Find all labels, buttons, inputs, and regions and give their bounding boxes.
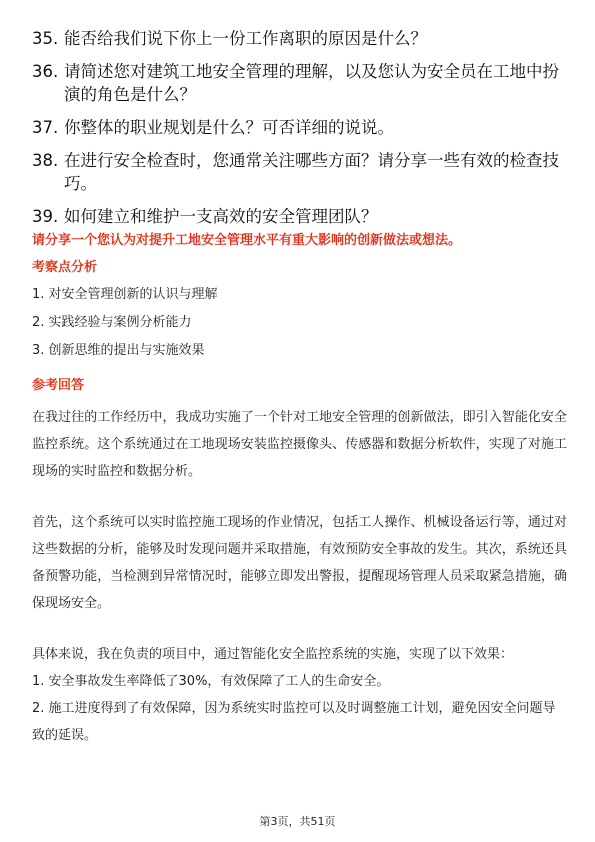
question-number: 39. [32,207,59,226]
answer-title: 参考回答 [32,378,85,393]
paragraph-spacer [32,617,567,641]
question-text: 在进行安全检查时，您通常关注哪些方面？请分享一些有效的检查技巧。 [64,151,559,193]
analysis-list [32,286,567,370]
page-footer: 第3页，共51页 [259,815,336,828]
question-item [32,60,567,106]
answer-body [32,404,567,749]
answer-paragraph: 具体来说，我在负责的项目中，通过智能化安全监控系统的实施，实现了以下效果： [32,647,514,662]
analysis-title: 考察点分析 [32,260,98,275]
analysis-item: 1. 对安全管理创新的认识与理解 [32,287,218,302]
question-number: 36. [32,62,59,81]
analysis-item: 2. 实践经验与案例分析能力 [32,315,192,330]
analysis-item: 3. 创新思维的提出与实施效果 [32,343,205,358]
question-number: 37. [32,118,59,137]
result-item: 1. 安全事故发生率降低了30%，有效保障了工人的生命安全。 [32,674,390,689]
answer-paragraph: 首先，这个系统可以实时监控施工现场的作业情况，包括工人操作、机械设备运行等，通过对这些数据的分析，能够及时发现问题并采取措施，有效预防安全事故的发生。其次，系统还具备预警功能，当检测到异常情况时，能够立即发出警报，提醒现场管理人员采取紧急措施，确保现场安全。 [32,515,567,611]
result-item: 2. 施工进度得到了有效保障，因为系统实时监控可以及时调整施工计划，避免因安全问题导致的延误。 [32,701,556,743]
question-item [32,149,567,195]
paragraph-spacer [32,485,567,509]
question-list [32,27,567,238]
question-text: 你整体的职业规划是什么？可否详细的说说。 [64,118,394,137]
question-text: 如何建立和维护一支高效的安全管理团队？ [64,207,378,226]
question-number: 35. [32,29,59,48]
question-number: 38. [32,151,59,170]
focus-question: 请分享一个您认为对提升工地安全管理水平有重大影响的创新做法或想法。 [32,233,462,248]
question-item [32,116,567,139]
question-text: 请简述您对建筑工地安全管理的理解，以及您认为安全员在工地中扮演的角色是什么？ [64,62,559,104]
answer-paragraph: 在我过往的工作经历中，我成功实施了一个针对工地安全管理的创新做法，即引入智能化安全监控系统。这个系统通过在工地现场安装监控摄像头、传感器和数据分析软件，实现了对施工现场的实时监控和数据分析。 [32,410,567,479]
question-text: 能否给我们说下你上一份工作离职的原因是什么？ [64,29,427,48]
question-item [32,205,567,228]
question-item [32,27,567,50]
